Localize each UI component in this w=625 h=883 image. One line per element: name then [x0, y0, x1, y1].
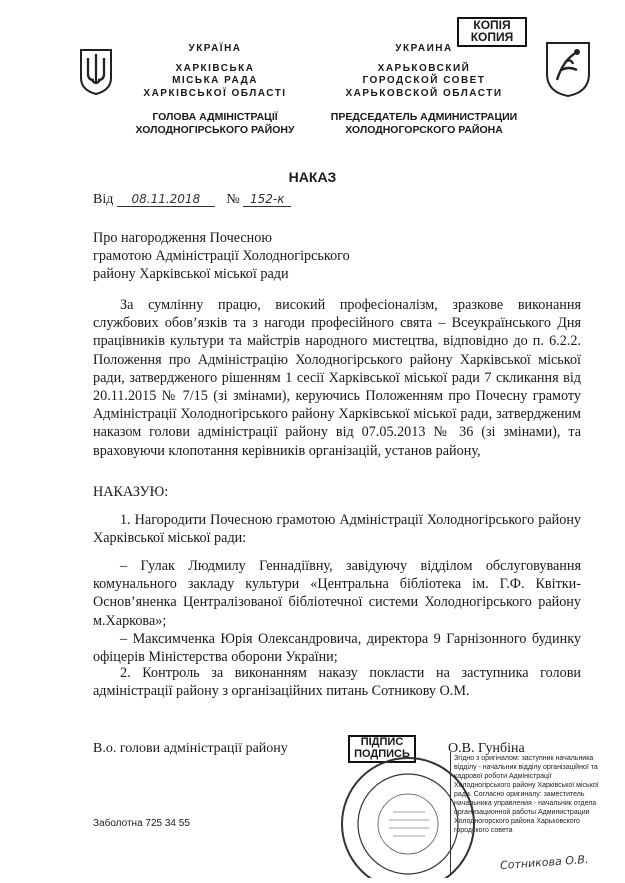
header-ua: [130, 43, 300, 137]
header-ru-council-3: ХАРЬКОВСКОЙ ОБЛАСТИ: [345, 87, 503, 99]
item-1: 1. Нагородити Почесною грамотою Адміністрації Холодногірського району Харківської міської ради:: [93, 512, 581, 547]
sign-stamp-line2: ПОДПИСЬ: [354, 747, 410, 760]
number-label: №: [226, 192, 240, 207]
header-ua-office-2: ХОЛОДНОГІРСЬКОГО РАЙОНУ: [135, 124, 295, 136]
signature-position: В.о. голови адміністрації району: [93, 741, 288, 756]
preamble-paragraph: За сумлінну працю, високий професіоналізм, зразкове виконання службових обов’язків та з нагоди професійного свята – Всеукраїнського Дня працівників культури та майстрів народного мистецтва, відповідно до п. 6.2.2. Положення про Адміністрацію Холодногірського району Харківської міської ради, затвердженого рішенням 1 сесії Харківської міської ради 7 скликання від 20.11.2015 № 7/15 (зі змінами), керуючись Положенням про Почесну грамоту Адміністрації Холодногірського району Харківської міської ради, затвердженим наказом голови адміністрації району від 07.05.2013 № 36 (зі змінами), та враховуючи клопотання керівників організацій, установ району,: [93, 297, 581, 459]
header-ru-council-2: ГОРОДСКОЙ СОВЕТ: [362, 75, 486, 86]
item-awardee-1: – Гулак Людмилу Геннадіївну, завідуючу відділом обслуговування комунального закладу культури «Центральна бібліотека ім. Г.Ф. Квітки-Основ’яненка Централізованої бібліотечної системи Холодногірського району м.Харкова»;: [93, 558, 581, 629]
subject-line-1: Про нагородження Почесною: [93, 230, 272, 246]
header-ru-office-1: ПРЕДСЕДАТЕЛЬ АДМИНИСТРАЦИИ: [330, 111, 518, 123]
signature-name: О.В. Гунбіна: [448, 741, 525, 756]
copy-stamp-line1: КОПІЯ: [473, 18, 511, 32]
header-ru-council-1: ХАРЬКОВСКИЙ: [377, 62, 471, 74]
handwritten-initials: Сотникова О.В.: [499, 852, 589, 873]
ukraine-coat-of-arms-icon: [78, 48, 114, 96]
certification-text: Згідно з оригіналом: заступник начальника відділу - начальник відділу організаційної та кадрової роботи Адміністрації Холодногірського району Харківської міської ради. Согласно оригиналу: заместитель начальника управления - начальник отдела организационной работы Администрации Холодногорского района Харьковского городского совета: [454, 755, 599, 834]
item-2: 2. Контроль за виконанням наказу покласти на заступника голови адміністрації району з організаційних питань Сотникову О.М.: [93, 665, 581, 700]
subject-line-2: грамотою Адміністрації Холодногірського: [93, 248, 350, 264]
header-ru-office-2: ХОЛОДНОГОРСКОГО РАЙОНА: [345, 124, 503, 136]
copy-stamp-line2: КОПИЯ: [470, 30, 514, 44]
header-ua-council-1: ХАРКІВСЬКА: [175, 62, 255, 74]
header-ru-country: УКРАИНА: [395, 43, 453, 54]
date-value: 08.11.2018: [117, 192, 215, 207]
executor-line: Заболотна 725 34 55: [93, 818, 190, 829]
document-title: НАКАЗ: [288, 169, 337, 185]
date-line: [93, 192, 291, 208]
number-value: 152-к: [243, 192, 291, 207]
header-ua-council-2: МІСЬКА РАДА: [172, 75, 258, 86]
header-ua-country: УКРАЇНА: [188, 43, 242, 54]
header-ua-office-1: ГОЛОВА АДМІНІСТРАЦІЇ: [152, 111, 278, 123]
item-awardee-2: – Максимченка Юрія Олександровича, директора 9 Гарнізонного будинку офіцерів Міністерства оборони України;: [93, 631, 581, 666]
date-from-label: Від: [93, 192, 114, 207]
subject-line-3: району Харківської міської ради: [93, 266, 289, 282]
sign-stamp-line1: ПІДПИС: [360, 736, 404, 748]
order-word: НАКАЗУЮ:: [93, 484, 169, 500]
header-ru: [313, 43, 535, 137]
kharkiv-coat-of-arms-icon: [543, 40, 593, 98]
header-ua-council-3: ХАРКІВСЬКОЇ ОБЛАСТІ: [143, 87, 287, 99]
subject: [93, 229, 350, 283]
